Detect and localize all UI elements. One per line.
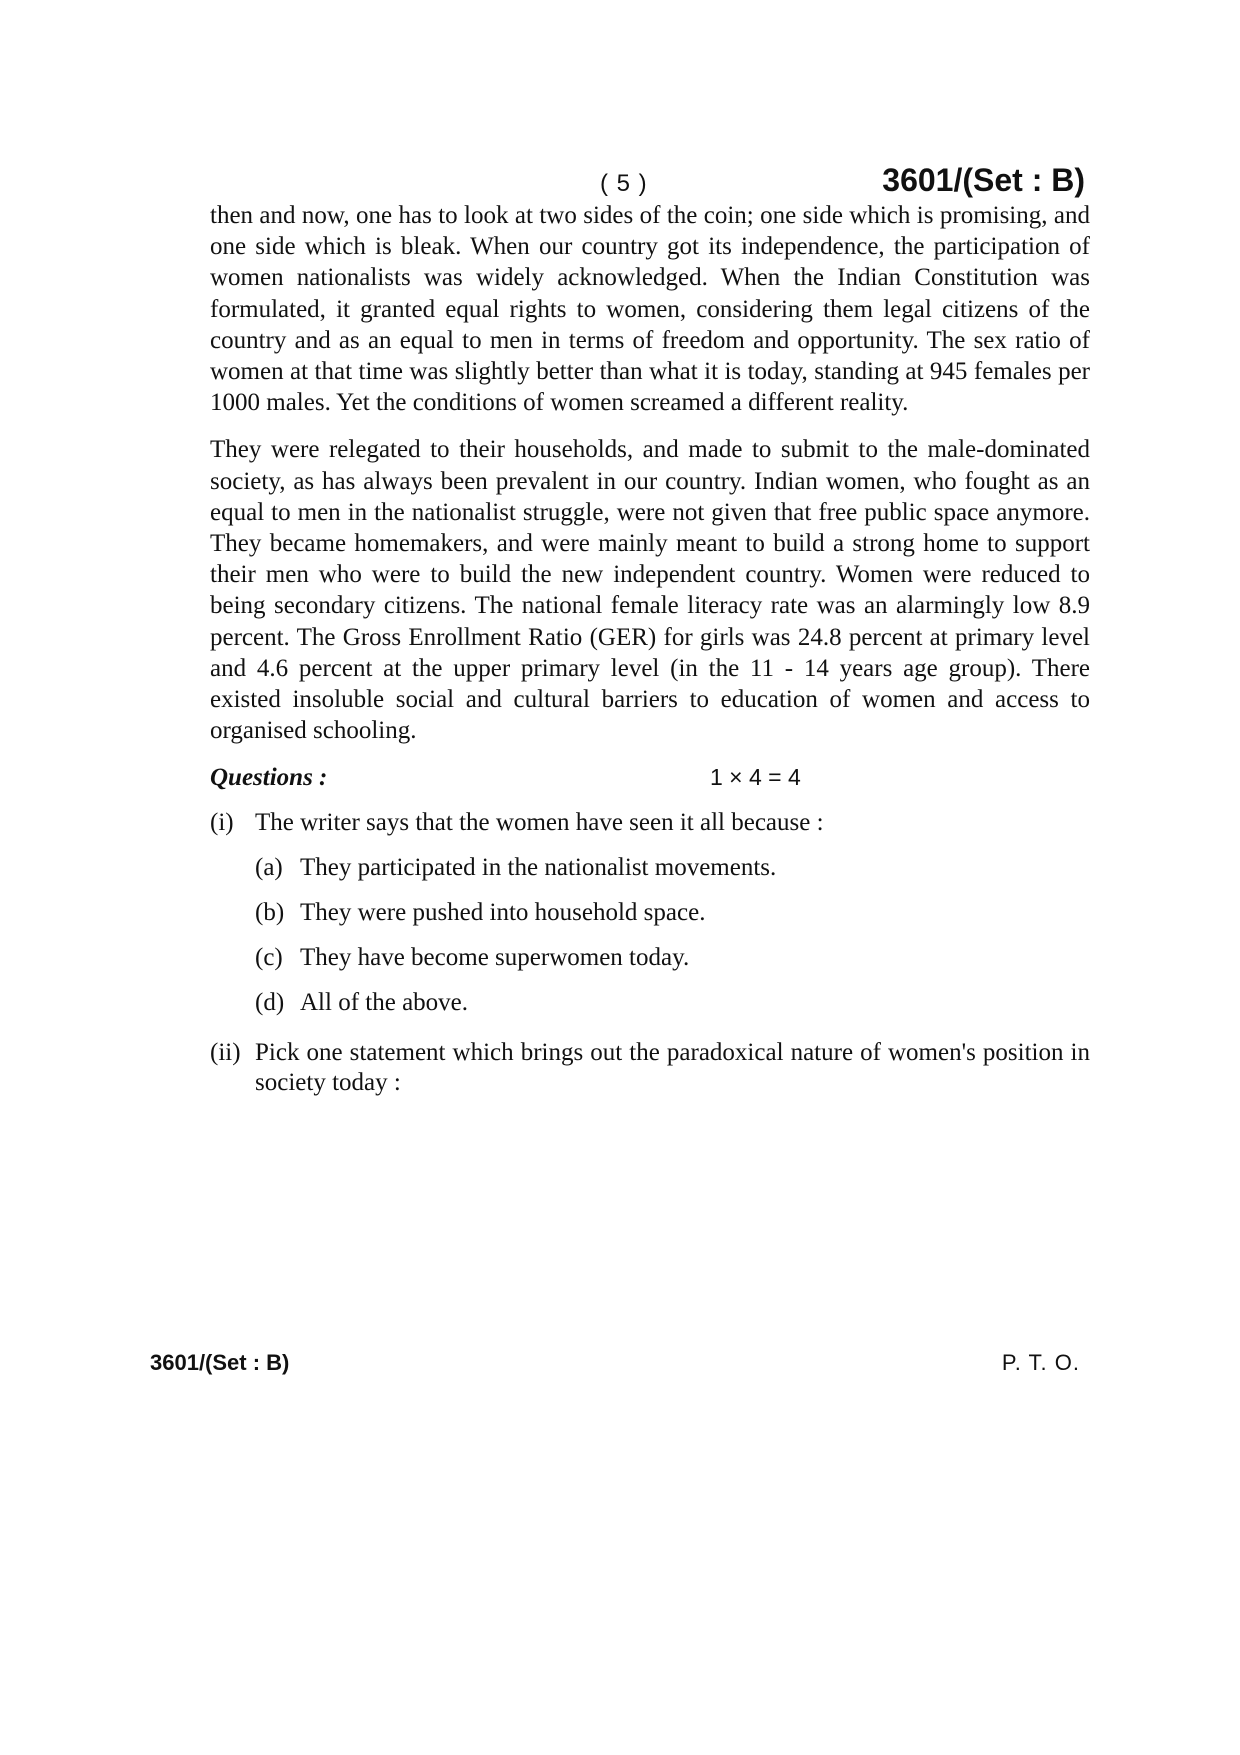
question-1-options [210, 853, 1090, 1018]
question-2 [210, 1038, 1090, 1098]
option-d [210, 988, 1090, 1018]
option-d-text: All of the above. [300, 989, 469, 1017]
marks-allocation: 1 × 4 = 4 [710, 764, 801, 791]
option-b-letter: (b) [255, 899, 285, 927]
question-2-number: (ii) [210, 1039, 241, 1067]
questions-label: Questions : [210, 764, 328, 792]
option-a-letter: (a) [255, 854, 283, 882]
question-1-text: The writer says that the women have seen it all because : [255, 809, 824, 837]
option-c-text: They have become superwomen today. [300, 944, 690, 972]
page-number: ( 5 ) [600, 170, 648, 197]
option-c-letter: (c) [255, 944, 283, 972]
question-1 [210, 808, 1090, 838]
option-a-text: They participated in the nationalist movements. [300, 854, 777, 882]
paper-code-header: 3601/(Set : B) [882, 162, 1085, 198]
questions-heading-row [210, 762, 1090, 793]
pto-label: P. T. O. [1001, 1350, 1080, 1375]
paper-code-footer: 3601/(Set : B) [150, 1350, 290, 1375]
option-a [210, 853, 1090, 883]
passage-paragraph-2: They were relegated to their households, and made to submit to the male-dominated society, as has always been prevalent in our country. Indian women, who fought as an equal to men in the nationalist struggle, were not given that free public space anymore. They became homemakers, and were mainly meant to build a strong home to support their men who were to build the new independent country. Women were reduced to being secondary citizens. The national female literacy rate was an alarmingly low 8.9 percent. The Gross Enrollment Ratio (GER) for girls was 24.8 percent at primary level and 4.6 percent at the upper primary level (in the 11 - 14 years age group). There existed insoluble social and cultural barriers to education of women and access to organised schooling. [210, 436, 1090, 745]
page-content [210, 200, 1090, 1098]
question-2-text: Pick one statement which brings out the paradoxical nature of women's position in society today : [255, 1039, 1090, 1097]
option-d-letter: (d) [255, 989, 285, 1017]
question-1-number: (i) [210, 809, 234, 837]
passage-paragraph-1: then and now, one has to look at two sides of the coin; one side which is promising, and one side which is bleak. When our country got its independence, the participation of women nationalists was widely acknowledged. When the Indian Constitution was formulated, it granted equal rights to women, considering them legal citizens of the country and as an equal to men in terms of freedom and opportunity. The sex ratio of women at that time was slightly better than what it is today, standing at 945 females per 1000 males. Yet the conditions of women screamed a different reality. [210, 202, 1090, 417]
option-b-text: They were pushed into household space. [300, 899, 706, 927]
option-c [210, 943, 1090, 973]
option-b [210, 898, 1090, 928]
